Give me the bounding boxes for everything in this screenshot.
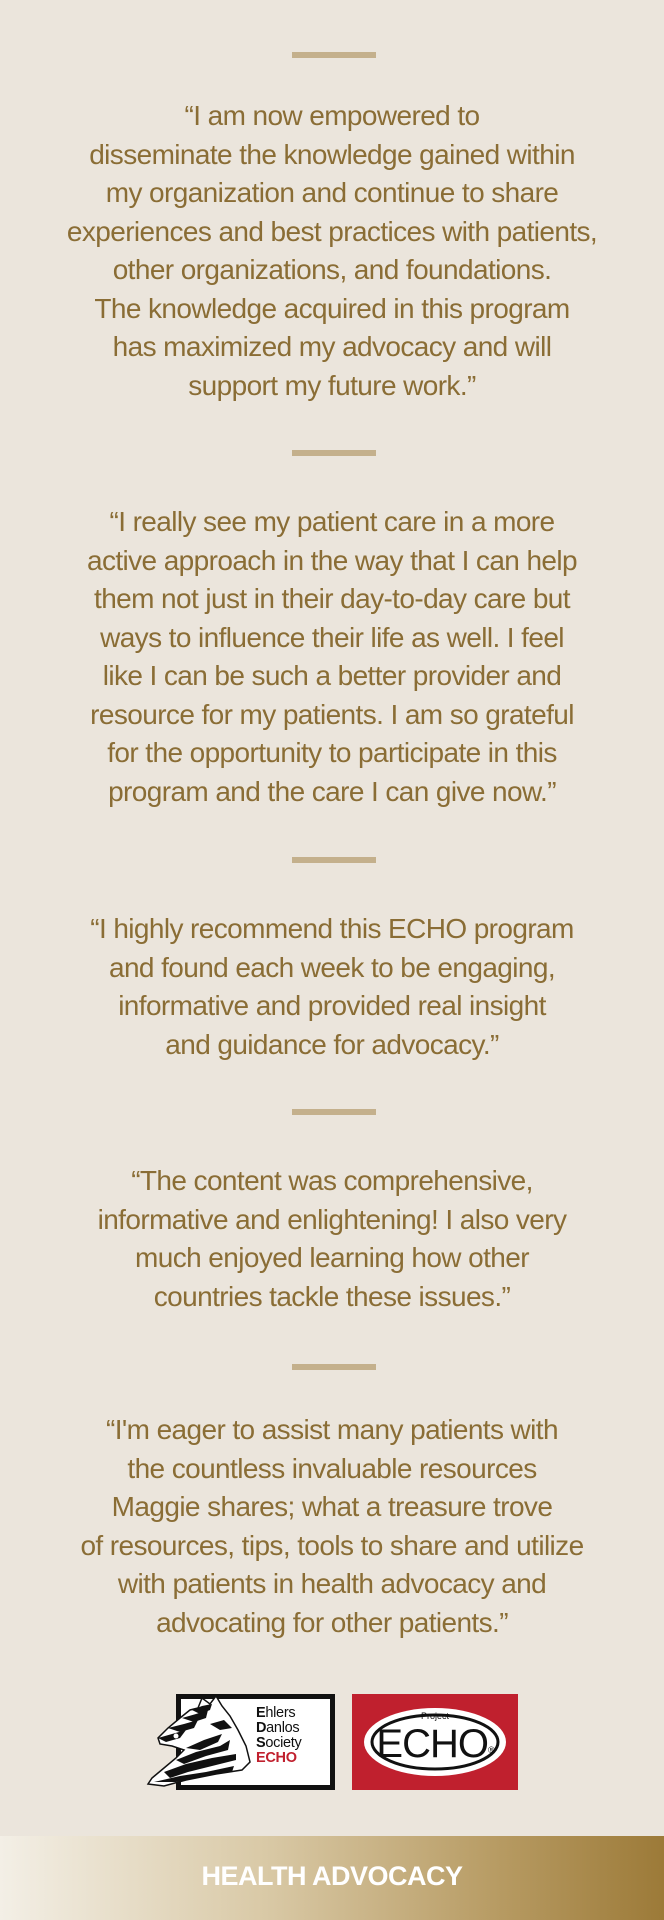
quote-line: Maggie shares; what a treasure trove <box>111 1491 553 1522</box>
quote-line: The knowledge acquired in this program <box>94 292 570 324</box>
quote-line: them not just in their day-to-day care but <box>94 583 570 614</box>
quote-line: the countless invaluable resources <box>127 1452 537 1484</box>
footer-title: HEALTH ADVOCACY <box>201 1861 463 1891</box>
divider <box>292 52 376 58</box>
registered-mark: ® <box>487 1745 494 1755</box>
eds-line-ehlers: Ehlers <box>256 1705 296 1721</box>
quote-line: and found each week to be engaging, <box>108 951 556 983</box>
divider <box>292 857 376 863</box>
quote-line: informative and provided real insight <box>118 990 546 1021</box>
quote-line: other organizations, and foundations. <box>112 254 552 285</box>
quote-line: “The content was comprehensive, <box>131 1165 533 1196</box>
testimonial-quote <box>20 1162 644 1316</box>
quote-line: resource for my patients. I am so grateful <box>90 698 574 730</box>
echo-project-label: Project <box>420 1711 449 1721</box>
footer-banner <box>0 1836 664 1920</box>
quote-line: disseminate the knowledge gained within <box>89 138 575 170</box>
quote-line: countries tackle these issues.” <box>153 1280 511 1312</box>
quote-line: active approach in the way that I can help <box>86 544 577 576</box>
echo-wordmark <box>352 1722 518 1766</box>
quote-line: “I'm eager to assist many patients with <box>106 1414 558 1445</box>
quote-line: with patients in health advocacy and <box>117 1568 547 1599</box>
divider <box>292 450 376 456</box>
quote-line: informative and enlightening! I also very <box>97 1203 567 1235</box>
quote-line: program and the care I can give now.” <box>108 775 556 807</box>
quote-line: much enjoyed learning how other <box>135 1242 529 1273</box>
quote-line: “I really see my patient care in a more <box>109 506 555 537</box>
quote-line: support my future work.” <box>188 369 476 401</box>
quote-line: experiences and best practices with patients, <box>66 215 598 247</box>
quote-line: “I highly recommend this ECHO program <box>90 913 574 944</box>
zebra-head-icon <box>146 1694 256 1790</box>
quote-line: advocating for other patients.” <box>156 1606 508 1638</box>
eds-wordmark <box>256 1706 332 1766</box>
echo-word-text: ECHO <box>376 1722 488 1766</box>
quote-line: for the opportunity to participate in this <box>107 737 557 768</box>
eds-line-echo: ECHO <box>256 1750 297 1766</box>
quote-line: ways to influence their life as well. I feel <box>100 621 564 653</box>
testimonial-quote <box>20 910 644 1064</box>
project-echo-logo <box>352 1694 518 1790</box>
quote-line: and guidance for advocacy.” <box>165 1028 499 1060</box>
divider <box>292 1109 376 1115</box>
partner-logos <box>146 1694 518 1790</box>
quote-line: of resources, tips, tools to share and utilize <box>80 1529 584 1561</box>
testimonial-quote <box>20 97 644 405</box>
divider <box>292 1364 376 1370</box>
testimonial-quote <box>20 1411 644 1642</box>
quote-line: has maximized my advocacy and will <box>112 331 552 362</box>
ehlers-danlos-society-echo-logo <box>146 1694 335 1790</box>
eds-line-society: Society <box>256 1735 302 1751</box>
eds-line-danlos: Danlos <box>256 1720 300 1736</box>
testimonial-quote <box>20 503 644 811</box>
quote-line: my organization and continue to share <box>105 177 559 208</box>
quote-line: like I can be such a better provider and <box>102 660 562 691</box>
quote-line: “I am now empowered to <box>184 100 480 131</box>
